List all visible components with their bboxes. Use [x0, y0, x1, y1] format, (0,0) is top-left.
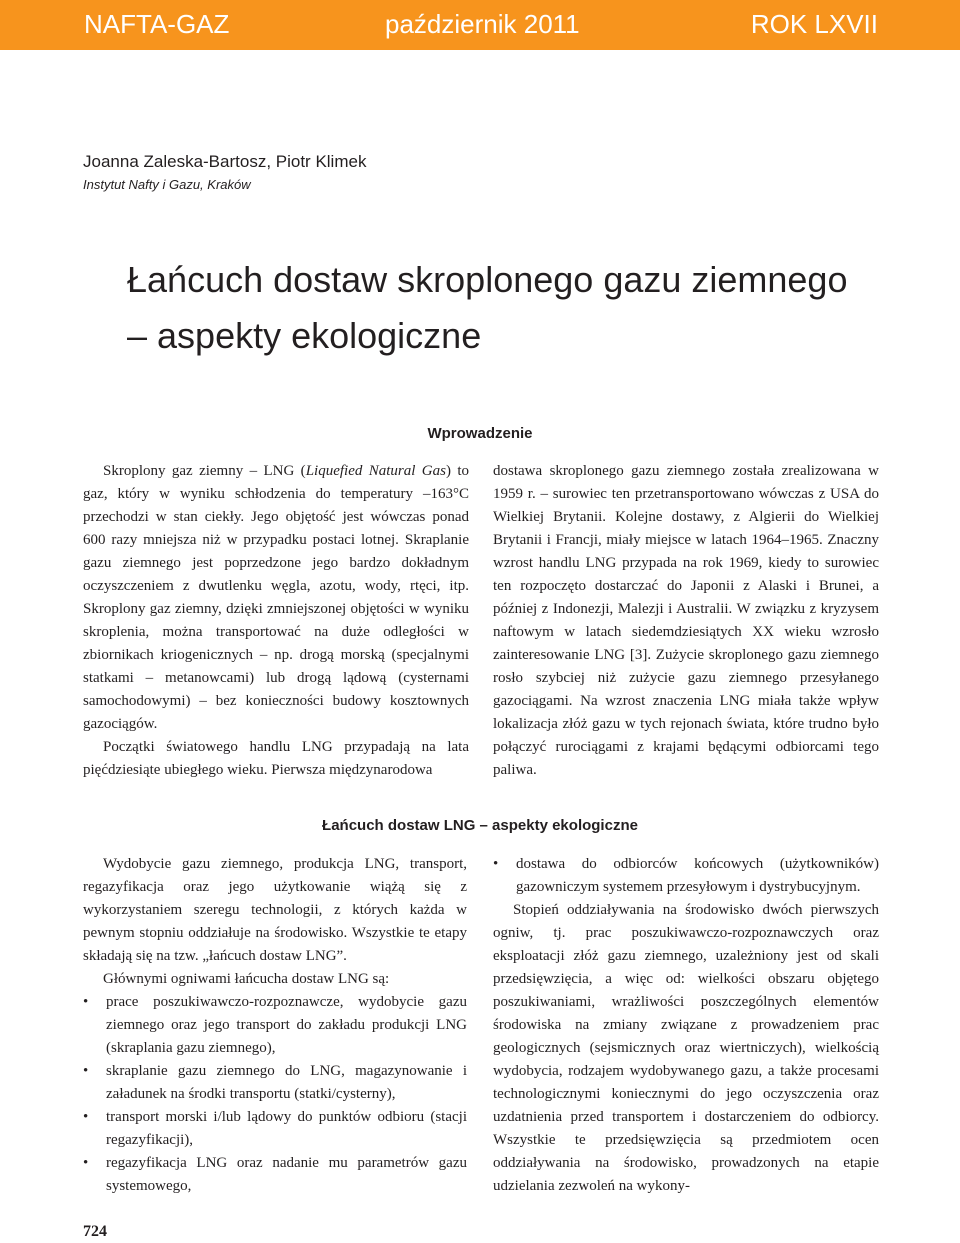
section-heading-supply-chain: Łańcuch dostaw LNG – aspekty ekologiczne — [322, 817, 638, 834]
journal-name: NAFTA-GAZ — [84, 9, 230, 39]
intro-p1-part-b: ) to gaz, który w wyniku schłodzenia do temperatury –163°C przechodzi w stan ciekły. Jego objętość jest wówczas ponad 600 razy mniejsza niż w przypadku postaci lotnej. Skraplanie gazu ziemnego jest poprzedzone jego bardzo dokładnym oczyszczeniem z dwutlenku węgla, azotu, wody, rtęci, itp. Skroplony gaz ziemny, dzięki zmniejszonej objętości w wyniku skroplenia, można transportować na duże odległości w zbiornikach kriogenicznych – np. drogą morską (specjalnymi statkami – metanowcami) lub drogą lądową (cysternami samochodowymi) – bez konieczności budowy kosztownych gazociągów. — [83, 463, 469, 732]
journal-header-bar — [0, 0, 960, 50]
intro-paragraph-2: Początki światowego handlu LNG przypadają na lata pięćdziesiąte ubiegłego wieku. Pierwsza międzynarodowa — [83, 739, 469, 778]
section-heading-introduction: Wprowadzenie — [427, 425, 533, 442]
chain-left-column — [83, 853, 467, 1198]
page-number: 724 — [83, 1223, 107, 1240]
chain-right-column — [493, 853, 879, 1198]
chain-links-list — [83, 991, 467, 1198]
article-title — [127, 252, 847, 364]
list-item: • transport morski i/lub lądowy do punktów odbioru (stacji regazyfikacji), — [83, 1106, 467, 1152]
chain-links-list-continued — [493, 853, 879, 899]
list-item: • prace poszukiwawczo-rozpoznawcze, wydobycie gazu ziemnego oraz jego transport do zakładu produkcji LNG (skraplania gazu ziemnego), — [83, 991, 467, 1060]
journal-volume: ROK LXVII — [750, 9, 878, 39]
intro-paragraph-1 — [83, 460, 469, 736]
intro-left-column — [83, 460, 469, 782]
intro-paragraph-3: dostawa skroplonego gazu ziemnego została zrealizowana w 1959 r. – surowiec ten przetransportowano wówczas z USA do Wielkiej Brytanii. Kolejne dostawy, z Algierii do Wielkiej Brytanii i Francji, miały miejsce w latach 1964–1965. Znaczny wzrost handlu LNG przypada na rok 1969, kiedy to surowiec ten rozpoczęto dostarczać do Japonii z Alaski i Brunei, a później z Indonezji, Malezji i Australii. W związku z kryzysem naftowym w latach siedemdziesiątych XX wieku wzrosło zainteresowanie LNG [3]. Zużycie skroplonego gazu ziemnego rosło szybciej niż zużycie gazu ziemnego przesyłanego gazociągami. Na wzrost znaczenia LNG miała także wpływ lokalizacja złóż gazu w tych rejonach świata, które trudno było połączyć rurociągami z krajami będącymi odbiorcami tego paliwa. — [493, 463, 879, 778]
issue-date: październik 2011 — [385, 9, 580, 39]
list-item: • dostawa do odbiorców końcowych (użytkowników) gazowniczym systemem przesyłowym i dystrybucyjnym. — [493, 853, 879, 899]
article-title-line1: Łańcuch dostaw skroplonego gazu ziemnego — [127, 259, 848, 300]
intro-p1-part-a: Skroplony gaz ziemny – LNG ( — [103, 463, 306, 479]
intro-p1-term: Liquefied Natural Gas — [305, 463, 446, 479]
intro-right-column — [493, 460, 879, 782]
author-names: Joanna Zaleska-Bartosz, Piotr Klimek — [83, 152, 367, 171]
chain-paragraph-2: Głównymi ogniwami łańcucha dostaw LNG są: — [103, 971, 390, 987]
chain-paragraph-3: Stopień oddziaływania na środowisko dwóch pierwszych ogniw, tj. prac poszukiwawczo-rozpoznawczych oraz eksploatacji złóż gazu ziemnego, uzależniony jest od skali przedsięwzięcia, a więc od: wielkości obszaru objętego poszukiwaniami, wrażliwości poszczególnych elementów środowiska na zmiany związane z prowadzeniem prac geologicznych (sejsmicznych oraz wiertniczych), wielkością wydobycia, rodzajem wydobywanego gazu, a także procesami technologicznymi koniecznymi do jego oczyszczenia oraz uzdatnienia przed transportem i dostarczeniem do odbiorcy. Wszystkie te przedsięwzięcia są przedmiotem ocen oddziaływania na środowisko, prowadzonych na etapie udzielania zezwoleń na wykony- — [493, 902, 879, 1194]
author-affiliation: Instytut Nafty i Gazu, Kraków — [83, 177, 251, 192]
list-item: • regazyfikacja LNG oraz nadanie mu parametrów gazu systemowego, — [83, 1152, 467, 1198]
article-title-line2: – aspekty ekologiczne — [127, 315, 482, 356]
list-item: • skraplanie gazu ziemnego do LNG, magazynowanie i załadunek na środki transportu (statki/cysterny), — [83, 1060, 467, 1106]
chain-paragraph-1: Wydobycie gazu ziemnego, produkcja LNG, transport, regazyfikacja oraz jego użytkowanie wiążą się z wykorzystaniem szeregu technologii, z których każda w pewnym stopniu oddziałuje na środowisko. Wszystkie te etapy składają się na tzw. „łańcuch dostaw LNG”. — [83, 856, 467, 964]
